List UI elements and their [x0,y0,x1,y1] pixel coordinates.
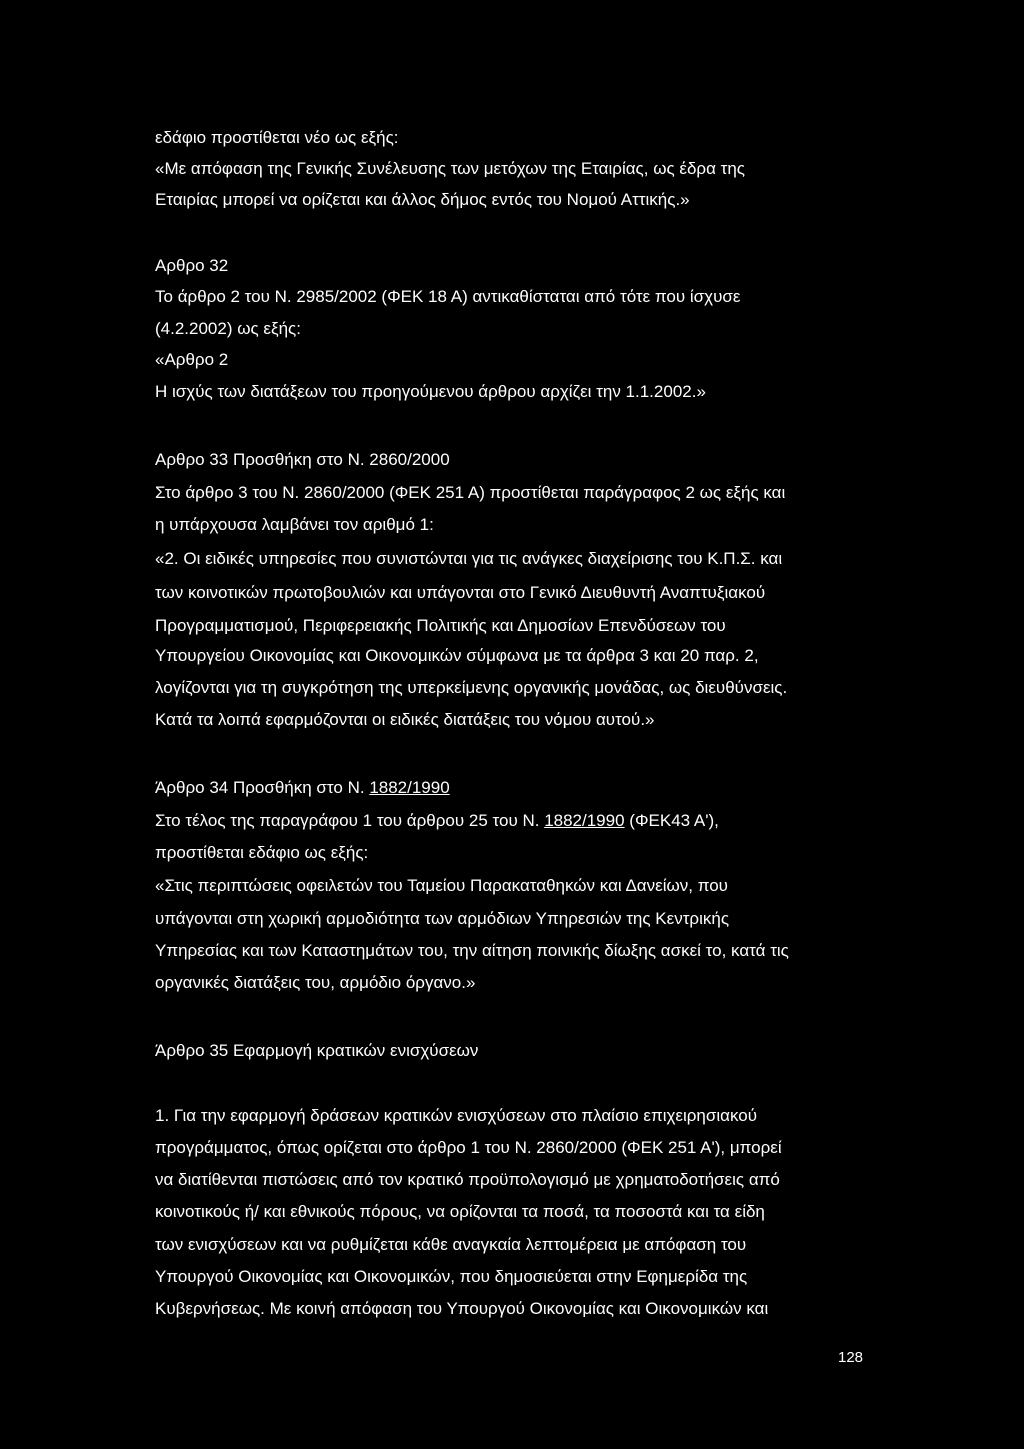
law-reference: 1882/1990 [544,811,625,830]
text-line: (4.2.2002) ως εξής: [155,319,301,338]
text-line: Υπηρεσίας και των Καταστημάτων του, την αίτηση ποινικής δίωξης ασκεί το, κατά τις [155,941,789,960]
law-reference: 1882/1990 [369,778,450,797]
heading-text: Άρθρο 34 Προσθήκη στο Ν. [155,778,370,797]
text-line: εδάφιο προστίθεται νέο ως εξής: [155,128,399,147]
text-line: οργανικές διατάξεις του, αρμόδιο όργανο.» [155,973,476,992]
text-line: προγράμματος, όπως ορίζεται στο άρθρο 1 του Ν. 2860/2000 (ΦΕΚ 251 Α'), μπορεί [155,1138,782,1157]
text-line: Το άρθρο 2 του Ν. 2985/2002 (ΦΕΚ 18 Α) αντικαθίσταται από τότε που ίσχυσε [155,287,741,306]
text-line: Υπουργείου Οικονομίας και Οικονομικών σύμφωνα με τα άρθρα 3 και 20 παρ. 2, [155,646,759,665]
text-line: Κυβερνήσεως. Με κοινή απόφαση του Υπουργού Οικονομίας και Οικονομικών και [155,1299,769,1318]
text-line: των ενισχύσεων και να ρυθμίζεται κάθε αναγκαία λεπτομέρεια με απόφαση του [155,1235,747,1254]
text-line: «Αρθρο 2 [155,350,229,369]
text-line: η υπάρχουσα λαμβάνει τον αριθμό 1: [155,515,434,534]
text-line: «Με απόφαση της Γενικής Συνέλευσης των μετόχων της Εταιρίας, ως έδρα της [155,159,746,178]
text-line: κοινοτικούς ή/ και εθνικούς πόρους, να ορίζονται τα ποσά, τα ποσοστά και τα είδη [155,1202,765,1221]
article-heading: Αρθρο 32 [155,256,229,275]
text-line: «2. Οι ειδικές υπηρεσίες που συνιστώνται για τις ανάγκες διαχείρισης του Κ.Π.Σ. και [155,549,783,568]
page-number: 128 [838,1349,864,1366]
text-line: Προγραμματισμού, Περιφερειακής Πολιτικής και Δημοσίων Επενδύσεων του [155,616,726,635]
text-line: Η ισχύς των διατάξεων του προηγούμενου άρθρου αρχίζει την 1.1.2002.» [155,382,706,401]
article-heading [155,778,450,798]
text-line [155,811,719,831]
text-line: να διατίθενται πιστώσεις από τον κρατικό προϋπολογισμό με χρηματοδοτήσεις από [155,1170,780,1189]
article-heading: Αρθρο 33 Προσθήκη στο Ν. 2860/2000 [155,450,450,469]
text-line: Κατά τα λοιπά εφαρμόζονται οι ειδικές διατάξεις του νόμου αυτού.» [155,710,655,729]
text-line: λογίζονται για τη συγκρότηση της υπερκείμενης οργανικής μονάδας, ως διευθύνσεις. [155,678,788,697]
text-line: «Στις περιπτώσεις οφειλετών του Ταμείου Παρακαταθηκών και Δανείων, που [155,876,728,895]
text-line: υπάγονται στη χωρική αρμοδιότητα των αρμόδιων Υπηρεσιών της Κεντρικής [155,909,730,928]
text-line: Στο άρθρο 3 του Ν. 2860/2000 (ΦΕΚ 251 Α) προστίθεται παράγραφος 2 ως εξής και [155,483,786,502]
text-line: Εταιρίας μπορεί να ορίζεται και άλλος δήμος εντός του Νομού Αττικής.» [155,190,690,209]
text-line: 1. Για την εφαρμογή δράσεων κρατικών ενισχύσεων στο πλαίσιο επιχειρησιακού [155,1106,758,1125]
article-heading: Άρθρο 35 Εφαρμογή κρατικών ενισχύσεων [155,1041,479,1060]
line-text: Στο τέλος της παραγράφου 1 του άρθρου 25 του Ν. [155,811,545,830]
text-line: των κοινοτικών πρωτοβουλιών και υπάγονται στο Γενικό Διευθυντή Αναπτυξιακού [155,583,766,602]
line-text: (ΦΕΚ43 Α'), [624,811,719,830]
text-line: προστίθεται εδάφιο ως εξής: [155,843,369,862]
text-line: Υπουργού Οικονομίας και Οικονομικών, που δημοσιεύεται στην Εφημερίδα της [155,1267,748,1286]
